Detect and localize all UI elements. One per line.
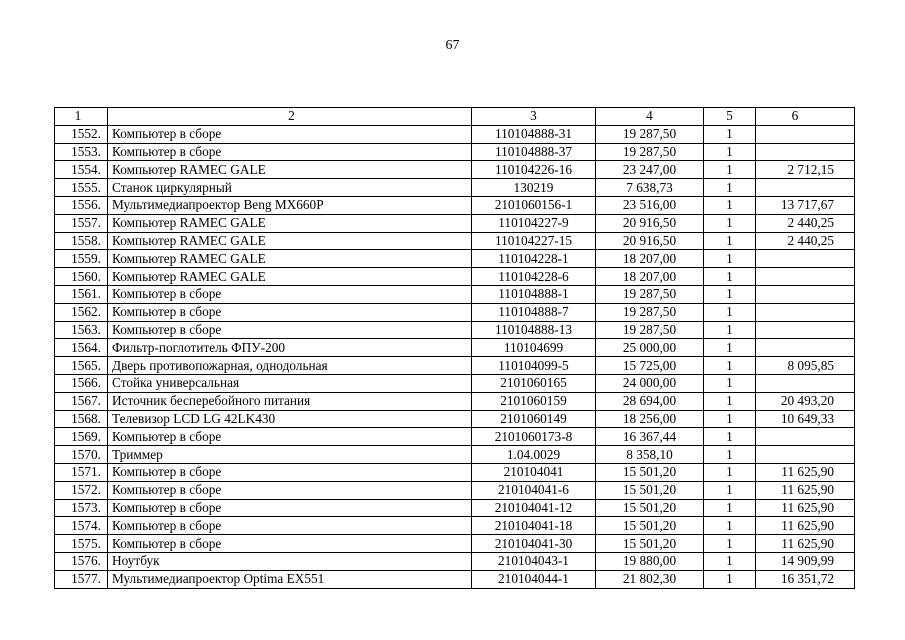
quantity-cell: 1: [704, 374, 756, 392]
row-number-cell: 1570.: [55, 446, 108, 464]
item-name-cell: Стойка универсальная: [108, 374, 472, 392]
inventory-number-cell: 210104044-1: [472, 570, 596, 588]
table-row: [55, 268, 855, 286]
residual-value-cell: [756, 285, 855, 303]
inventory-table: [54, 107, 855, 589]
row-number-cell: 1573.: [55, 499, 108, 517]
cost-cell: 19 287,50: [596, 143, 704, 161]
inventory-number-cell: 110104228-1: [472, 250, 596, 268]
quantity-cell: 1: [704, 250, 756, 268]
table-row: [55, 463, 855, 481]
cost-cell: 18 256,00: [596, 410, 704, 428]
residual-value-cell: [756, 446, 855, 464]
item-name-cell: Компьютер в сборе: [108, 125, 472, 143]
cost-cell: 28 694,00: [596, 392, 704, 410]
item-name-cell: Компьютер RAMEC GALE: [108, 250, 472, 268]
item-name-cell: Компьютер RAMEC GALE: [108, 214, 472, 232]
row-number-cell: 1553.: [55, 143, 108, 161]
table-row: [55, 357, 855, 375]
table-row: [55, 321, 855, 339]
cost-cell: 19 287,50: [596, 285, 704, 303]
cost-cell: 24 000,00: [596, 374, 704, 392]
table-row: [55, 143, 855, 161]
table-body: [55, 125, 855, 588]
row-number-cell: 1552.: [55, 125, 108, 143]
cost-cell: 23 516,00: [596, 196, 704, 214]
residual-value-cell: 2 440,25: [756, 232, 855, 250]
item-name-cell: Компьютер в сборе: [108, 303, 472, 321]
column-header-3: 3: [472, 108, 596, 126]
quantity-cell: 1: [704, 285, 756, 303]
inventory-number-cell: 110104227-15: [472, 232, 596, 250]
row-number-cell: 1562.: [55, 303, 108, 321]
quantity-cell: 1: [704, 463, 756, 481]
table-row: [55, 303, 855, 321]
item-name-cell: Фильтр-поглотитель ФПУ-200: [108, 339, 472, 357]
residual-value-cell: 11 625,90: [756, 535, 855, 553]
page-number: 67: [445, 38, 460, 53]
row-number-cell: 1568.: [55, 410, 108, 428]
residual-value-cell: 20 493,20: [756, 392, 855, 410]
inventory-number-cell: 210104041-6: [472, 481, 596, 499]
item-name-cell: Компьютер RAMEC GALE: [108, 268, 472, 286]
column-header-1: 1: [55, 108, 108, 126]
cost-cell: 19 880,00: [596, 552, 704, 570]
header-row: [55, 108, 855, 126]
row-number-cell: 1563.: [55, 321, 108, 339]
table-row: [55, 374, 855, 392]
table-row: [55, 339, 855, 357]
residual-value-cell: 11 625,90: [756, 481, 855, 499]
item-name-cell: Компьютер в сборе: [108, 499, 472, 517]
residual-value-cell: 2 712,15: [756, 161, 855, 179]
table-header: [55, 108, 855, 126]
row-number-cell: 1567.: [55, 392, 108, 410]
table-row: [55, 214, 855, 232]
inventory-number-cell: 130219: [472, 179, 596, 197]
cost-cell: 15 501,20: [596, 517, 704, 535]
item-name-cell: Мультимедиапроектор Optima EX551: [108, 570, 472, 588]
table-row: [55, 285, 855, 303]
item-name-cell: Дверь противопожарная, однодольная: [108, 357, 472, 375]
inventory-number-cell: 110104888-13: [472, 321, 596, 339]
table-row: [55, 161, 855, 179]
inventory-number-cell: 2101060173-8: [472, 428, 596, 446]
table-row: [55, 410, 855, 428]
residual-value-cell: [756, 321, 855, 339]
inventory-number-cell: 110104888-1: [472, 285, 596, 303]
quantity-cell: 1: [704, 321, 756, 339]
inventory-number-cell: 110104099-5: [472, 357, 596, 375]
table-row: [55, 428, 855, 446]
quantity-cell: 1: [704, 517, 756, 535]
inventory-number-cell: 110104888-37: [472, 143, 596, 161]
item-name-cell: Источник бесперебойного питания: [108, 392, 472, 410]
table-row: [55, 446, 855, 464]
quantity-cell: 1: [704, 446, 756, 464]
residual-value-cell: [756, 250, 855, 268]
quantity-cell: 1: [704, 481, 756, 499]
inventory-number-cell: 210104041-18: [472, 517, 596, 535]
column-header-4: 4: [596, 108, 704, 126]
residual-value-cell: 8 095,85: [756, 357, 855, 375]
item-name-cell: Компьютер в сборе: [108, 321, 472, 339]
inventory-number-cell: 110104699: [472, 339, 596, 357]
row-number-cell: 1566.: [55, 374, 108, 392]
residual-value-cell: [756, 143, 855, 161]
cost-cell: 19 287,50: [596, 125, 704, 143]
residual-value-cell: [756, 374, 855, 392]
inventory-number-cell: 110104888-7: [472, 303, 596, 321]
quantity-cell: 1: [704, 357, 756, 375]
item-name-cell: Компьютер RAMEC GALE: [108, 161, 472, 179]
item-name-cell: Компьютер в сборе: [108, 535, 472, 553]
residual-value-cell: [756, 303, 855, 321]
inventory-number-cell: 210104041: [472, 463, 596, 481]
quantity-cell: 1: [704, 268, 756, 286]
item-name-cell: Телевизор LCD LG 42LK430: [108, 410, 472, 428]
cost-cell: 15 501,20: [596, 481, 704, 499]
residual-value-cell: [756, 268, 855, 286]
residual-value-cell: [756, 339, 855, 357]
row-number-cell: 1577.: [55, 570, 108, 588]
cost-cell: 20 916,50: [596, 232, 704, 250]
item-name-cell: Компьютер в сборе: [108, 481, 472, 499]
row-number-cell: 1555.: [55, 179, 108, 197]
residual-value-cell: 13 717,67: [756, 196, 855, 214]
item-name-cell: Компьютер в сборе: [108, 517, 472, 535]
quantity-cell: 1: [704, 392, 756, 410]
cost-cell: 19 287,50: [596, 321, 704, 339]
cost-cell: 23 247,00: [596, 161, 704, 179]
row-number-cell: 1557.: [55, 214, 108, 232]
residual-value-cell: 10 649,33: [756, 410, 855, 428]
inventory-number-cell: 2101060159: [472, 392, 596, 410]
cost-cell: 25 000,00: [596, 339, 704, 357]
item-name-cell: Компьютер в сборе: [108, 428, 472, 446]
inventory-number-cell: 210104041-12: [472, 499, 596, 517]
cost-cell: 21 802,30: [596, 570, 704, 588]
table-row: [55, 481, 855, 499]
row-number-cell: 1571.: [55, 463, 108, 481]
table-row: [55, 392, 855, 410]
row-number-cell: 1576.: [55, 552, 108, 570]
cost-cell: 15 501,20: [596, 535, 704, 553]
cost-cell: 8 358,10: [596, 446, 704, 464]
inventory-number-cell: 2101060149: [472, 410, 596, 428]
quantity-cell: 1: [704, 570, 756, 588]
residual-value-cell: [756, 428, 855, 446]
quantity-cell: 1: [704, 535, 756, 553]
residual-value-cell: [756, 179, 855, 197]
row-number-cell: 1559.: [55, 250, 108, 268]
inventory-number-cell: 110104888-31: [472, 125, 596, 143]
inventory-number-cell: 2101060165: [472, 374, 596, 392]
table-row: [55, 179, 855, 197]
quantity-cell: 1: [704, 143, 756, 161]
quantity-cell: 1: [704, 179, 756, 197]
row-number-cell: 1558.: [55, 232, 108, 250]
cost-cell: 18 207,00: [596, 250, 704, 268]
column-header-2: 2: [108, 108, 472, 126]
quantity-cell: 1: [704, 428, 756, 446]
cost-cell: 18 207,00: [596, 268, 704, 286]
cost-cell: 20 916,50: [596, 214, 704, 232]
inventory-number-cell: 110104226-16: [472, 161, 596, 179]
row-number-cell: 1554.: [55, 161, 108, 179]
column-header-6: 6: [756, 108, 855, 126]
row-number-cell: 1561.: [55, 285, 108, 303]
row-number-cell: 1565.: [55, 357, 108, 375]
cost-cell: 16 367,44: [596, 428, 704, 446]
table-row: [55, 499, 855, 517]
inventory-number-cell: 210104043-1: [472, 552, 596, 570]
table-row: [55, 250, 855, 268]
column-header-5: 5: [704, 108, 756, 126]
row-number-cell: 1575.: [55, 535, 108, 553]
quantity-cell: 1: [704, 161, 756, 179]
row-number-cell: 1572.: [55, 481, 108, 499]
cost-cell: 19 287,50: [596, 303, 704, 321]
residual-value-cell: 16 351,72: [756, 570, 855, 588]
item-name-cell: Ноутбук: [108, 552, 472, 570]
item-name-cell: Компьютер в сборе: [108, 285, 472, 303]
quantity-cell: 1: [704, 303, 756, 321]
table-row: [55, 552, 855, 570]
inventory-number-cell: 110104227-9: [472, 214, 596, 232]
item-name-cell: Станок циркулярный: [108, 179, 472, 197]
inventory-number-cell: 210104041-30: [472, 535, 596, 553]
row-number-cell: 1569.: [55, 428, 108, 446]
table-row: [55, 232, 855, 250]
cost-cell: 7 638,73: [596, 179, 704, 197]
row-number-cell: 1564.: [55, 339, 108, 357]
inventory-number-cell: 110104228-6: [472, 268, 596, 286]
quantity-cell: 1: [704, 232, 756, 250]
item-name-cell: Компьютер в сборе: [108, 143, 472, 161]
quantity-cell: 1: [704, 125, 756, 143]
row-number-cell: 1574.: [55, 517, 108, 535]
table-row: [55, 535, 855, 553]
item-name-cell: Компьютер в сборе: [108, 463, 472, 481]
residual-value-cell: 14 909,99: [756, 552, 855, 570]
cost-cell: 15 501,20: [596, 499, 704, 517]
quantity-cell: 1: [704, 196, 756, 214]
item-name-cell: Компьютер RAMEC GALE: [108, 232, 472, 250]
item-name-cell: Мультимедиапроектор Beng MX660P: [108, 196, 472, 214]
residual-value-cell: [756, 125, 855, 143]
cost-cell: 15 501,20: [596, 463, 704, 481]
table-row: [55, 517, 855, 535]
residual-value-cell: 11 625,90: [756, 517, 855, 535]
table-row: [55, 570, 855, 588]
row-number-cell: 1560.: [55, 268, 108, 286]
row-number-cell: 1556.: [55, 196, 108, 214]
item-name-cell: Триммер: [108, 446, 472, 464]
inventory-number-cell: 1.04.0029: [472, 446, 596, 464]
inventory-number-cell: 2101060156-1: [472, 196, 596, 214]
quantity-cell: 1: [704, 410, 756, 428]
quantity-cell: 1: [704, 499, 756, 517]
quantity-cell: 1: [704, 214, 756, 232]
table-row: [55, 196, 855, 214]
table-row: [55, 125, 855, 143]
residual-value-cell: 2 440,25: [756, 214, 855, 232]
quantity-cell: 1: [704, 552, 756, 570]
cost-cell: 15 725,00: [596, 357, 704, 375]
residual-value-cell: 11 625,90: [756, 499, 855, 517]
residual-value-cell: 11 625,90: [756, 463, 855, 481]
quantity-cell: 1: [704, 339, 756, 357]
